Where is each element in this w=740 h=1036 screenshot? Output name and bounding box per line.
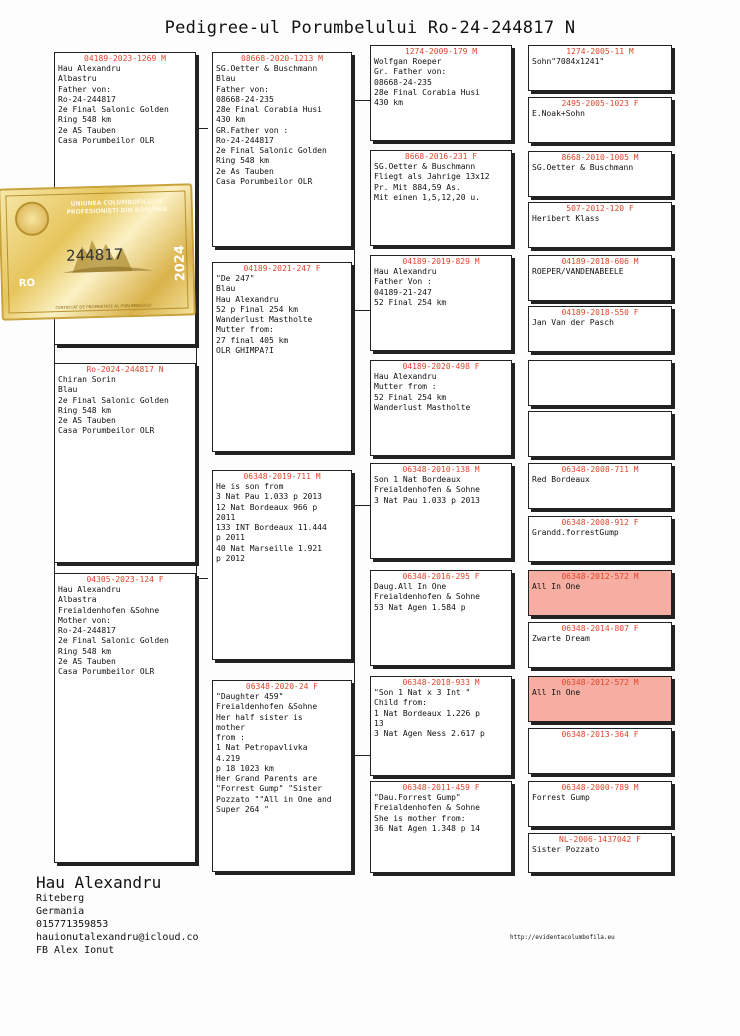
box-line: 3 Nat Pau 1.033 p 2013: [216, 492, 322, 502]
box-line: E.Noak+Sohn: [532, 109, 585, 119]
box-line: GR.Father von :: [216, 125, 289, 135]
connector-line: [514, 485, 515, 535]
ring-id: 06348-2013-364 F: [561, 730, 639, 739]
pedigree-box-gen4-7: [528, 360, 672, 406]
box-line: OLR GHIMPA?I: [216, 345, 274, 355]
box-line: She is mother from:: [374, 813, 466, 823]
ring-id: 04305-2023-124 F: [86, 575, 164, 584]
box-line: Ring 548 km: [58, 405, 111, 415]
ring-id: 06348-2011-459 F: [402, 783, 480, 792]
box-line: 53 Nat Agen 1.584 p: [374, 602, 466, 612]
box-line: Ro-24-244817: [216, 135, 274, 145]
box-line: Mit einen 1,5,12,20 u.: [374, 192, 480, 202]
box-line: 27 final 405 km: [216, 335, 289, 345]
box-line: Super 264 ": [216, 804, 269, 814]
ring-id: 04189-2018-606 M: [561, 257, 639, 266]
pedigree-box-gen3-4: [370, 360, 512, 456]
box-line: All In One: [532, 582, 581, 592]
box-line: 2e AS Tauben: [58, 656, 116, 666]
box-line: 2e Final Salonic Golden: [216, 146, 327, 156]
box-line: Father von:: [216, 84, 269, 94]
box-line: Hau Alexandru: [58, 64, 121, 74]
pedigree-box-gen4-16: [528, 833, 672, 873]
pedigree-box-gen4-3: [528, 151, 672, 197]
pedigree-box-gen4-9: [528, 463, 672, 509]
box-line: All In One: [532, 688, 581, 698]
box-line: Grandd.forrestGump: [532, 528, 619, 538]
pedigree-box-gen4-8: [528, 411, 672, 457]
certificate-footer: CERTIFICAT DE PROPRIETATE AL PORUMBELULUI: [55, 302, 152, 311]
box-line: Hau Alexandru: [374, 267, 437, 277]
ring-id: 04189-2023-1269 M: [84, 54, 166, 63]
box-line: Daug.All In One: [374, 582, 447, 592]
connector-line: [354, 100, 370, 101]
ring-id: 06348-2012-572 M: [561, 678, 639, 687]
ring-id: 06348-2018-933 M: [402, 678, 480, 687]
ring-id: 1274-2009-179 M: [404, 47, 478, 56]
box-line: Chiran Sorin: [58, 375, 116, 385]
box-line: "Dau.Forrest Gump": [374, 793, 461, 803]
ring-id: 1274-2005-11 M: [566, 47, 634, 56]
pedigree-box-dam-sire: [212, 470, 352, 660]
box-line: Albastra: [58, 595, 97, 605]
pedigree-box-gen4-12: [528, 622, 672, 668]
connector-line: [354, 100, 355, 310]
connector-line: [514, 795, 515, 840]
box-line: p 18 1023 km: [216, 763, 274, 773]
connector-line: [354, 755, 370, 756]
box-line: Fliegt als Jahrige 13x12: [374, 172, 490, 182]
box-line: 04189-21-247: [374, 287, 432, 297]
box-line: 36 Nat Agen 1.348 p 14: [374, 823, 480, 833]
pedigree-box-gen3-1: [370, 45, 512, 141]
box-line: Pozzato ""All in One and: [216, 794, 332, 804]
ring-id: 04189-2020-498 F: [402, 362, 480, 371]
box-line: 4.219: [216, 753, 241, 763]
certificate-country: RO: [18, 277, 36, 290]
box-line: 1 Nat Petropavlivka: [216, 743, 308, 753]
box-line: Father Von :: [374, 277, 432, 287]
box-line: 13: [374, 718, 384, 728]
box-line: Her half sister is: [216, 712, 303, 722]
connector-line: [196, 128, 197, 578]
ring-id: 06348-2016-295 F: [402, 572, 480, 581]
connector-line: [514, 280, 515, 325]
box-line: 28e Final Corabia Husi: [374, 87, 480, 97]
box-line: Freialdenhofen & Sohne: [374, 803, 480, 813]
box-line: Blau: [58, 385, 78, 395]
box-line: 133 INT Bordeaux 11.444: [216, 523, 327, 533]
box-line: Mutter from :: [374, 382, 437, 392]
box-line: Ring 548 km: [58, 115, 111, 125]
pedigree-box-gen3-7: [370, 676, 512, 776]
box-line: mother: [216, 722, 245, 732]
ring-id: 08668-2020-1213 M: [241, 54, 323, 63]
box-line: from :: [216, 733, 245, 743]
connector-line: [354, 310, 370, 311]
box-line: 52 Final 254 km: [374, 297, 447, 307]
connector-line: [514, 70, 515, 120]
ring-id: 06348-2008-711 M: [561, 465, 639, 474]
ring-id: 04189-2021-247 F: [243, 264, 321, 273]
connector-line: [514, 385, 515, 425]
box-line: Sohn"7084x1241": [532, 57, 605, 67]
box-line: Mutter from:: [216, 325, 274, 335]
box-line: 430 km: [374, 98, 403, 108]
box-line: Hau Alexandru: [216, 294, 279, 304]
box-line: Ro-24-244817: [58, 626, 116, 636]
box-line: Child from:: [374, 698, 427, 708]
box-line: He is son from: [216, 482, 284, 492]
pedigree-box-gen4-13: [528, 676, 672, 722]
box-line: Blau: [216, 284, 236, 294]
box-line: Zwarte Dream: [532, 634, 590, 644]
ring-id: 04189-2018-550 F: [561, 308, 639, 317]
ring-id: 04189-2019-829 M: [402, 257, 480, 266]
box-line: Wanderlust Mastholte: [374, 402, 471, 412]
pedigree-box-gen4-4: [528, 202, 672, 248]
box-line: Blau: [216, 74, 236, 84]
pedigree-box-gen4-6: [528, 306, 672, 352]
certificate-org: UNIUNEA COLUMBOFILILOR PROFESIONIȘTI DIN ROMÂNIA: [66, 198, 168, 216]
ring-id: NL-2006-1437042 F: [559, 835, 641, 844]
owner-name: Hau Alexandru: [36, 873, 162, 892]
owner-facebook: FB Alex Ionut: [36, 945, 115, 956]
box-line: Hau Alexandru: [58, 585, 121, 595]
pedigree-box-gen4-10: [528, 516, 672, 562]
box-line: 430 km: [216, 115, 245, 125]
box-line: Wanderlust Mastholte: [216, 315, 313, 325]
box-line: Son 1 Nat Bordeaux: [374, 475, 461, 485]
box-line: Casa Porumbeilor OLR: [216, 176, 313, 186]
ring-id: 06348-2012-572 M: [561, 572, 639, 581]
pedigree-box-gen4-1: [528, 45, 672, 91]
pedigree-box-pigeon: [54, 363, 196, 563]
ring-id: 06348-2010-138 M: [402, 465, 480, 474]
owner-email: hauionutalexandru@icloud.co: [36, 932, 199, 943]
pedigree-box-gen3-8: [370, 781, 512, 873]
connector-line: [514, 180, 515, 225]
ring-id: 06348-2000-789 M: [561, 783, 639, 792]
ring-id: 507-2012-120 F: [566, 204, 634, 213]
box-line: ROEPER/VANDENABEELE: [532, 267, 624, 277]
box-line: p 2011: [216, 533, 245, 543]
connector-line: [354, 505, 355, 755]
certificate-year: 2024: [172, 244, 189, 282]
box-line: 2e Final Salonic Golden: [58, 636, 169, 646]
box-line: 2e Final Salonic Golden: [58, 395, 169, 405]
box-line: Ring 548 km: [58, 646, 111, 656]
ownership-certificate: [0, 183, 196, 320]
ring-id: 06348-2020-24 F: [245, 682, 319, 691]
page-title: Pedigree-ul Porumbelului Ro-24-244817 N: [164, 18, 576, 38]
box-line: Freialdenhofen &Sohne: [216, 702, 318, 712]
box-line: Her Grand Parents are: [216, 774, 318, 784]
box-line: 40 Nat Marseille 1.921: [216, 543, 322, 553]
website-url: http://evidentacolumbofila.eu: [510, 934, 615, 941]
box-line: Wolfgan Roeper: [374, 57, 442, 67]
box-line: Father von:: [58, 84, 111, 94]
box-line: Casa Porumbeilor OLR: [58, 135, 155, 145]
box-line: 2e As Tauben: [216, 166, 274, 176]
box-line: 3 Nat Agen Ness 2.617 p: [374, 729, 485, 739]
box-line: SG.Oetter & Buschmann: [532, 163, 634, 173]
ring-id: 06348-2014-807 F: [561, 624, 639, 633]
box-line: Heribert Klass: [532, 214, 600, 224]
pedigree-box-gen3-3: [370, 255, 512, 351]
pedigree-box-dam: [54, 573, 196, 863]
certificate-ring-number: 244817: [65, 245, 124, 265]
pedigree-box-gen4-2: [528, 97, 672, 143]
pedigree-box-gen4-14: [528, 728, 672, 774]
connector-line: [196, 578, 208, 579]
box-line: "Son 1 Nat x 3 Int ": [374, 688, 471, 698]
box-line: Albastru: [58, 74, 97, 84]
box-line: Sister Pozzato: [532, 845, 600, 855]
owner-contact: [36, 873, 199, 957]
box-line: 2e AS Tauben: [58, 416, 116, 426]
box-line: 08668-24-235: [216, 94, 274, 104]
box-line: 2e Final Salonic Golden: [58, 105, 169, 115]
pedigree-box-sire-dam: [212, 262, 352, 452]
connector-line: [354, 505, 370, 506]
box-line: "Daughter 459": [216, 692, 284, 702]
box-line: Pr. Mit 884,59 As.: [374, 182, 461, 192]
box-line: Ro-24-244817: [58, 94, 116, 104]
box-line: 52 Final 254 km: [374, 392, 447, 402]
box-line: p 2012: [216, 553, 245, 563]
pedigree-box-gen3-2: [370, 150, 512, 246]
box-line: Freialdenhofen &Sohne: [58, 605, 160, 615]
box-line: 3 Nat Pau 1.033 p 2013: [374, 495, 480, 505]
pedigree-box-gen4-5: [528, 255, 672, 301]
owner-phone: 015771359853: [36, 919, 109, 930]
box-line: 28e Final Corabia Husi: [216, 105, 322, 115]
box-line: SG.Oetter & Buschmann: [374, 162, 476, 172]
ring-id: 8668-2016-231 F: [404, 152, 478, 161]
pedigree-box-dam-dam: [212, 680, 352, 872]
connector-line: [514, 590, 515, 635]
box-line: 52 p Final 254 km: [216, 304, 298, 314]
box-line: "De 247": [216, 274, 255, 284]
pedigree-box-gen3-5: [370, 463, 512, 559]
box-line: 2e AS Tauben: [58, 125, 116, 135]
owner-city: Riteberg: [36, 893, 85, 904]
pedigree-box-gen4-15: [528, 781, 672, 827]
box-line: "Forrest Gump" "Sister: [216, 784, 322, 794]
ring-id: 8668-2010-1005 M: [561, 153, 639, 162]
box-line: Hau Alexandru: [374, 372, 437, 382]
box-line: Ring 548 km: [216, 156, 269, 166]
box-line: 08668-24-235: [374, 77, 432, 87]
box-line: SG.Oetter & Buschmann: [216, 64, 318, 74]
pedigree-box-gen3-6: [370, 570, 512, 666]
box-line: Casa Porumbeilor OLR: [58, 667, 155, 677]
box-line: Gr. Father von:: [374, 67, 447, 77]
box-line: Casa Porumbeilor OLR: [58, 426, 155, 436]
ring-id: 06348-2019-711 M: [243, 472, 321, 481]
box-line: Red Bordeaux: [532, 475, 590, 485]
box-line: Forrest Gump: [532, 793, 590, 803]
box-line: 12 Nat Bordeaux 966 p: [216, 502, 318, 512]
connector-line: [514, 690, 515, 740]
pedigree-box-gen4-11: [528, 570, 672, 616]
box-line: Freialdenhofen & Sohne: [374, 592, 480, 602]
owner-country: Germania: [36, 906, 85, 917]
box-line: 2011: [216, 512, 236, 522]
box-line: Mother von:: [58, 615, 111, 625]
box-line: 1 Nat Bordeaux 1.226 p: [374, 708, 480, 718]
ring-id: 2495-2005-1023 F: [561, 99, 639, 108]
box-line: Freialdenhofen & Sohne: [374, 485, 480, 495]
ring-id: 06348-2008-912 F: [561, 518, 639, 527]
ring-id: Ro-2024-244817 N: [86, 365, 164, 374]
box-line: Jan Van der Pasch: [532, 318, 614, 328]
pedigree-box-sire-sire: [212, 52, 352, 247]
connector-line: [196, 128, 208, 129]
